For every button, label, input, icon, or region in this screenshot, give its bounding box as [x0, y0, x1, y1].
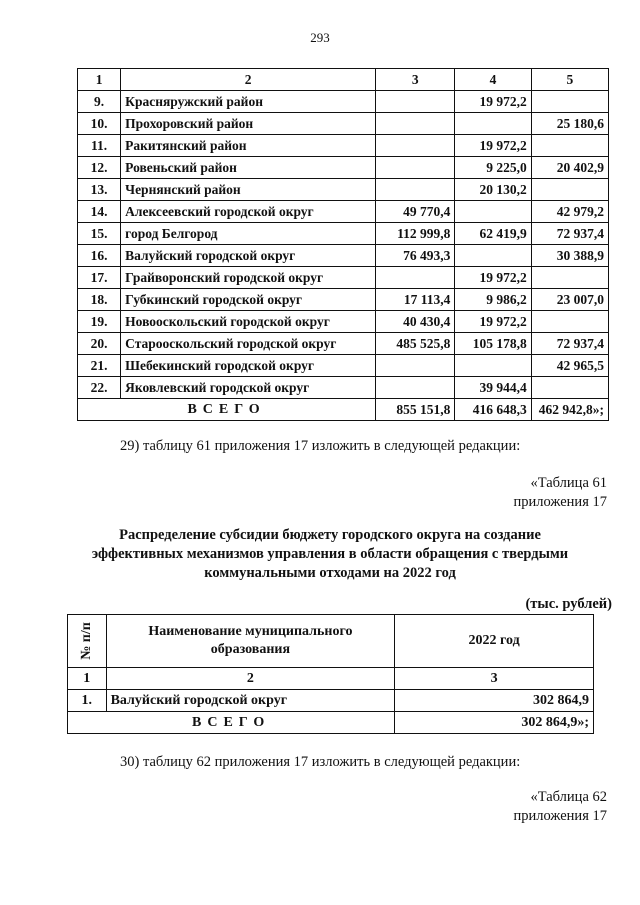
municipality-name: Валуйский городской округ — [106, 690, 395, 712]
caption-line: приложения 17 — [513, 494, 607, 510]
value-col-4 — [455, 355, 531, 377]
value-col-3 — [376, 135, 455, 157]
value-col-4: 19 972,2 — [455, 267, 531, 289]
value-col-3 — [376, 179, 455, 201]
municipality-name: Новооскольский городской округ — [121, 311, 376, 333]
value-col-4: 62 419,9 — [455, 223, 531, 245]
title-line: Распределение субсидии бюджету городского округа на создание — [119, 527, 541, 543]
value-col-5: 42 979,2 — [531, 201, 608, 223]
value-col-3: 49 770,4 — [376, 201, 455, 223]
value-col-4 — [455, 113, 531, 135]
municipality-name: Ровеньский район — [121, 157, 376, 179]
municipality-name: Валуйский городской округ — [121, 245, 376, 267]
value-col-4: 19 972,2 — [455, 135, 531, 157]
table-row — [78, 113, 609, 135]
value-col-5 — [531, 91, 608, 113]
municipality-name: Чернянский район — [121, 179, 376, 201]
table-row — [78, 289, 609, 311]
unit-label: (тыс. рублей) — [525, 596, 612, 612]
table-row — [78, 135, 609, 157]
table-header-row — [68, 615, 594, 668]
value-col-5: 30 388,9 — [531, 245, 608, 267]
municipality-name: Алексеевский городской округ — [121, 201, 376, 223]
municipality-name: Яковлевский городской округ — [121, 377, 376, 399]
municipality-name: Губкинский городской округ — [121, 289, 376, 311]
municipality-name: город Белгород — [121, 223, 376, 245]
table-row — [68, 690, 594, 712]
page-number: 293 — [310, 30, 330, 45]
table-row — [78, 377, 609, 399]
value-col-3: 17 113,4 — [376, 289, 455, 311]
value-col-5: 72 937,4 — [531, 333, 608, 355]
total-col-4: 416 648,3 — [455, 399, 531, 421]
header-cell: 4 — [455, 69, 531, 91]
total-value: 302 864,9»; — [395, 712, 594, 734]
row-number: 19. — [78, 311, 121, 333]
table-61-title — [60, 526, 600, 583]
paragraph-29: 29) таблицу 61 приложения 17 изложить в следующей редакции: — [120, 438, 521, 454]
row-number: 14. — [78, 201, 121, 223]
table-total-row — [68, 712, 594, 734]
total-col-3: 855 151,8 — [376, 399, 455, 421]
row-number: 16. — [78, 245, 121, 267]
value-col-3: 76 493,3 — [376, 245, 455, 267]
total-col-5: 462 942,8»; — [531, 399, 608, 421]
value-col-3: 112 999,8 — [376, 223, 455, 245]
table-row — [78, 157, 609, 179]
title-line: коммунальными отходами на 2022 год — [204, 565, 456, 581]
value-col-5: 72 937,4 — [531, 223, 608, 245]
subsidy-table-61 — [67, 614, 594, 734]
caption-line: «Таблица 61 — [530, 475, 607, 491]
value-col-5: 20 402,9 — [531, 157, 608, 179]
table-total-row — [78, 399, 609, 421]
row-number: 11. — [78, 135, 121, 157]
value-col-4: 39 944,4 — [455, 377, 531, 399]
header-cell: 2 — [121, 69, 376, 91]
subheader-cell: 1 — [68, 668, 107, 690]
title-line: эффективных механизмов управления в области обращения с твердыми — [91, 546, 569, 562]
table-62-caption — [514, 788, 607, 826]
value-col-5 — [531, 267, 608, 289]
value-col-5 — [531, 135, 608, 157]
table-row — [78, 91, 609, 113]
value-col-3: 485 525,8 — [376, 333, 455, 355]
value-col-3 — [376, 267, 455, 289]
row-number: 22. — [78, 377, 121, 399]
value-col-4: 9 225,0 — [455, 157, 531, 179]
table-row — [78, 333, 609, 355]
subheader-cell: 3 — [395, 668, 594, 690]
table-header-row — [78, 69, 609, 91]
header-cell: 3 — [376, 69, 455, 91]
value-col-5: 25 180,6 — [531, 113, 608, 135]
municipality-name: Грайворонский городской округ — [121, 267, 376, 289]
subsidy-table-60 — [77, 68, 609, 421]
municipality-name: Старооскольский городской округ — [121, 333, 376, 355]
municipality-name: Красняружский район — [121, 91, 376, 113]
total-label: ВСЕГО — [78, 399, 376, 421]
row-number: 15. — [78, 223, 121, 245]
header-cell-year: 2022 год — [395, 615, 594, 668]
table-subheader-row — [68, 668, 594, 690]
value-col-3 — [376, 377, 455, 399]
header-cell: 5 — [531, 69, 608, 91]
header-cell-num — [68, 615, 107, 668]
value-col-4: 9 986,2 — [455, 289, 531, 311]
value-col-4 — [455, 245, 531, 267]
caption-line: приложения 17 — [513, 808, 607, 824]
value-col-3 — [376, 355, 455, 377]
paragraph-30: 30) таблицу 62 приложения 17 изложить в следующей редакции: — [120, 754, 521, 770]
header-cell: 1 — [78, 69, 121, 91]
row-number: 1. — [68, 690, 107, 712]
table-row — [78, 267, 609, 289]
value-col-5 — [531, 311, 608, 333]
value-col-4 — [455, 201, 531, 223]
value-col-4: 20 130,2 — [455, 179, 531, 201]
total-label: ВСЕГО — [68, 712, 395, 734]
row-number: 18. — [78, 289, 121, 311]
table-row — [78, 311, 609, 333]
municipality-name: Ракитянский район — [121, 135, 376, 157]
value-2022: 302 864,9 — [395, 690, 594, 712]
header-cell-name: Наименование муниципального образования — [106, 615, 395, 668]
row-number: 21. — [78, 355, 121, 377]
row-number: 20. — [78, 333, 121, 355]
value-col-5 — [531, 377, 608, 399]
value-col-4: 19 972,2 — [455, 311, 531, 333]
value-col-3 — [376, 157, 455, 179]
value-col-3 — [376, 113, 455, 135]
value-col-3: 40 430,4 — [376, 311, 455, 333]
row-number: 9. — [78, 91, 121, 113]
value-col-3 — [376, 91, 455, 113]
table-row — [78, 179, 609, 201]
row-number: 13. — [78, 179, 121, 201]
table-row — [78, 223, 609, 245]
value-col-4: 105 178,8 — [455, 333, 531, 355]
value-col-4: 19 972,2 — [455, 91, 531, 113]
value-col-5 — [531, 179, 608, 201]
row-number: 17. — [78, 267, 121, 289]
municipality-name: Прохоровский район — [121, 113, 376, 135]
caption-line: «Таблица 62 — [530, 789, 607, 805]
municipality-name: Шебекинский городской округ — [121, 355, 376, 377]
value-col-5: 42 965,5 — [531, 355, 608, 377]
header-num-label: № п/п — [78, 622, 94, 660]
value-col-5: 23 007,0 — [531, 289, 608, 311]
table-row — [78, 245, 609, 267]
subheader-cell: 2 — [106, 668, 395, 690]
table-61-caption — [514, 474, 607, 512]
row-number: 12. — [78, 157, 121, 179]
row-number: 10. — [78, 113, 121, 135]
table-row — [78, 201, 609, 223]
table-row — [78, 355, 609, 377]
